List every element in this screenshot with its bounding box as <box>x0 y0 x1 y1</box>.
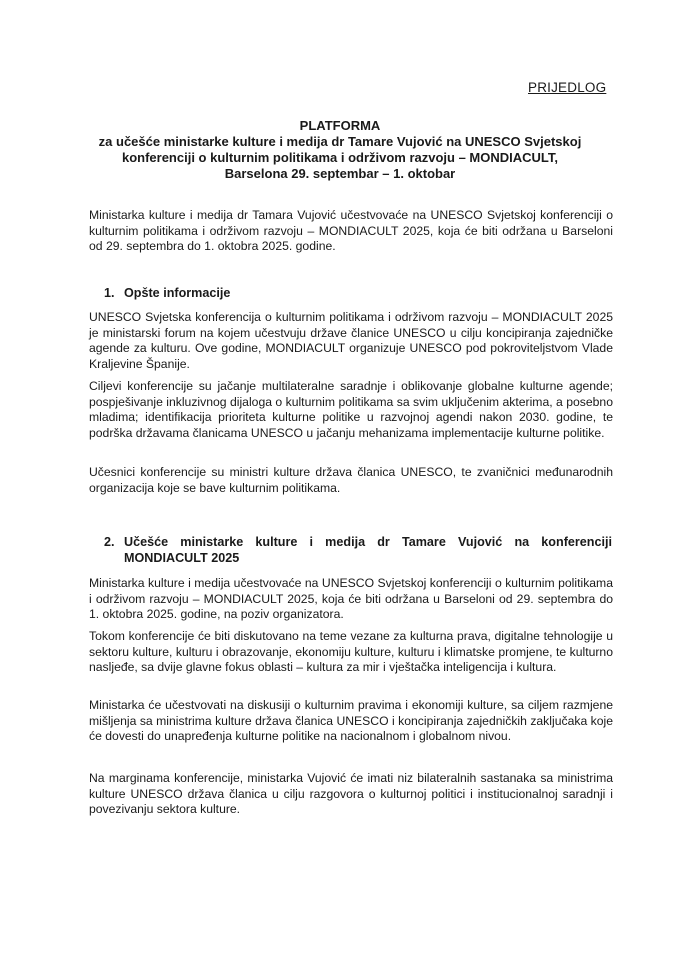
section-1-paragraph: UNESCO Svjetska konferencija o kulturnim politikama i održivom razvoju – MONDIACULT 2025 je ministarski forum na kojem učestvuju države članice UNESCO u cilju koncipiranja zajedničke agende za kulturu. Ove godine, MONDIACULT organizuje UNESCO pod pokroviteljstvom Vlade Kraljevine Španije. <box>89 310 613 371</box>
title-line: za učešće ministarke kulture i medija dr Tamare Vujović na UNESCO Svjetskoj <box>98 134 582 149</box>
section-title: Opšte informacije <box>124 286 231 300</box>
proposal-label: PRIJEDLOG <box>528 80 607 95</box>
section-1-paragraph: Učesnici konferencije su ministri kulture država članica UNESCO, te zvaničnici međunarodnih organizacija koje se bave kulturnim politikama. <box>89 465 613 495</box>
section-2-paragraph: Tokom konferencije će biti diskutovano na teme vezane za kulturna prava, digitalne tehnologije u sektoru kulture, kulturu i obrazovanje, ekonomiju kulture, kulturu i klimatske promjene, te kulturno nasljeđe, sa dvije glavne fokus oblasti – kultura za mir i vještačka inteligencija i kultura. <box>89 629 613 675</box>
section-number: 1. <box>104 286 115 300</box>
title-main: PLATFORMA <box>299 118 381 133</box>
section-number: 2. <box>104 535 115 549</box>
section-2-paragraph: Na marginama konferencije, ministarka Vujović će imati niz bilateralnih sastanaka sa ministrima kulture UNESCO država članica u cilju razgovora o kulturnoj politici i institucionalnoj saradnji i povezivanju sektora kulture. <box>89 771 613 817</box>
section-heading-1 <box>104 286 612 302</box>
intro-paragraph: Ministarka kulture i medija dr Tamara Vujović učestvovaće na UNESCO Svjetskoj konferenciji o kulturnim politikama i održivom razvoju – MONDIACULT 2025, koja će biti održana u Barseloni od 29. septembra do 1. oktobra 2025. godine. <box>89 208 613 254</box>
document-title <box>80 118 600 182</box>
title-line: konferenciji o kulturnim politikama i održivom razvoju – MONDIACULT, <box>121 150 559 165</box>
section-heading-2 <box>104 535 612 566</box>
title-line: Barselona 29. septembar – 1. oktobar <box>224 166 456 181</box>
section-title: Učešće ministarke kulture i medija dr Tamare Vujović na konferenciji MONDIACULT 2025 <box>124 535 612 565</box>
section-2-paragraph: Ministarka kulture i medija učestvovaće na UNESCO Svjetskoj konferenciji o kulturnim politikama i održivom razvoju – MONDIACULT 2025, koja će biti održana u Barseloni od 29. septembra do 1. oktobra 2025. godine, na poziv organizatora. <box>89 576 613 622</box>
section-1-paragraph: Ciljevi konferencije su jačanje multilateralne saradnje i oblikovanje globalne kulturne agende; pospješivanje inkluzivnog dijaloga o kulturnim politikama sa svim uključenim akterima, a posebno mladima; identifikacija prioriteta kulturne politike u razvojnoj agendi nakon 2030. godine, te podrška državama članicama UNESCO u jačanju mehanizama implementacije kulturne politike. <box>89 379 613 440</box>
section-2-paragraph: Ministarka će učestvovati na diskusiji o kulturnim pravima i ekonomiji kulture, sa ciljem razmjene mišljenja sa ministrima kulture država članica UNESCO i koncipiranja zajedničkih zaključaka koje će dovesti do unapređenja kulturne politike na nacionalnom i globalnom nivou. <box>89 698 613 744</box>
